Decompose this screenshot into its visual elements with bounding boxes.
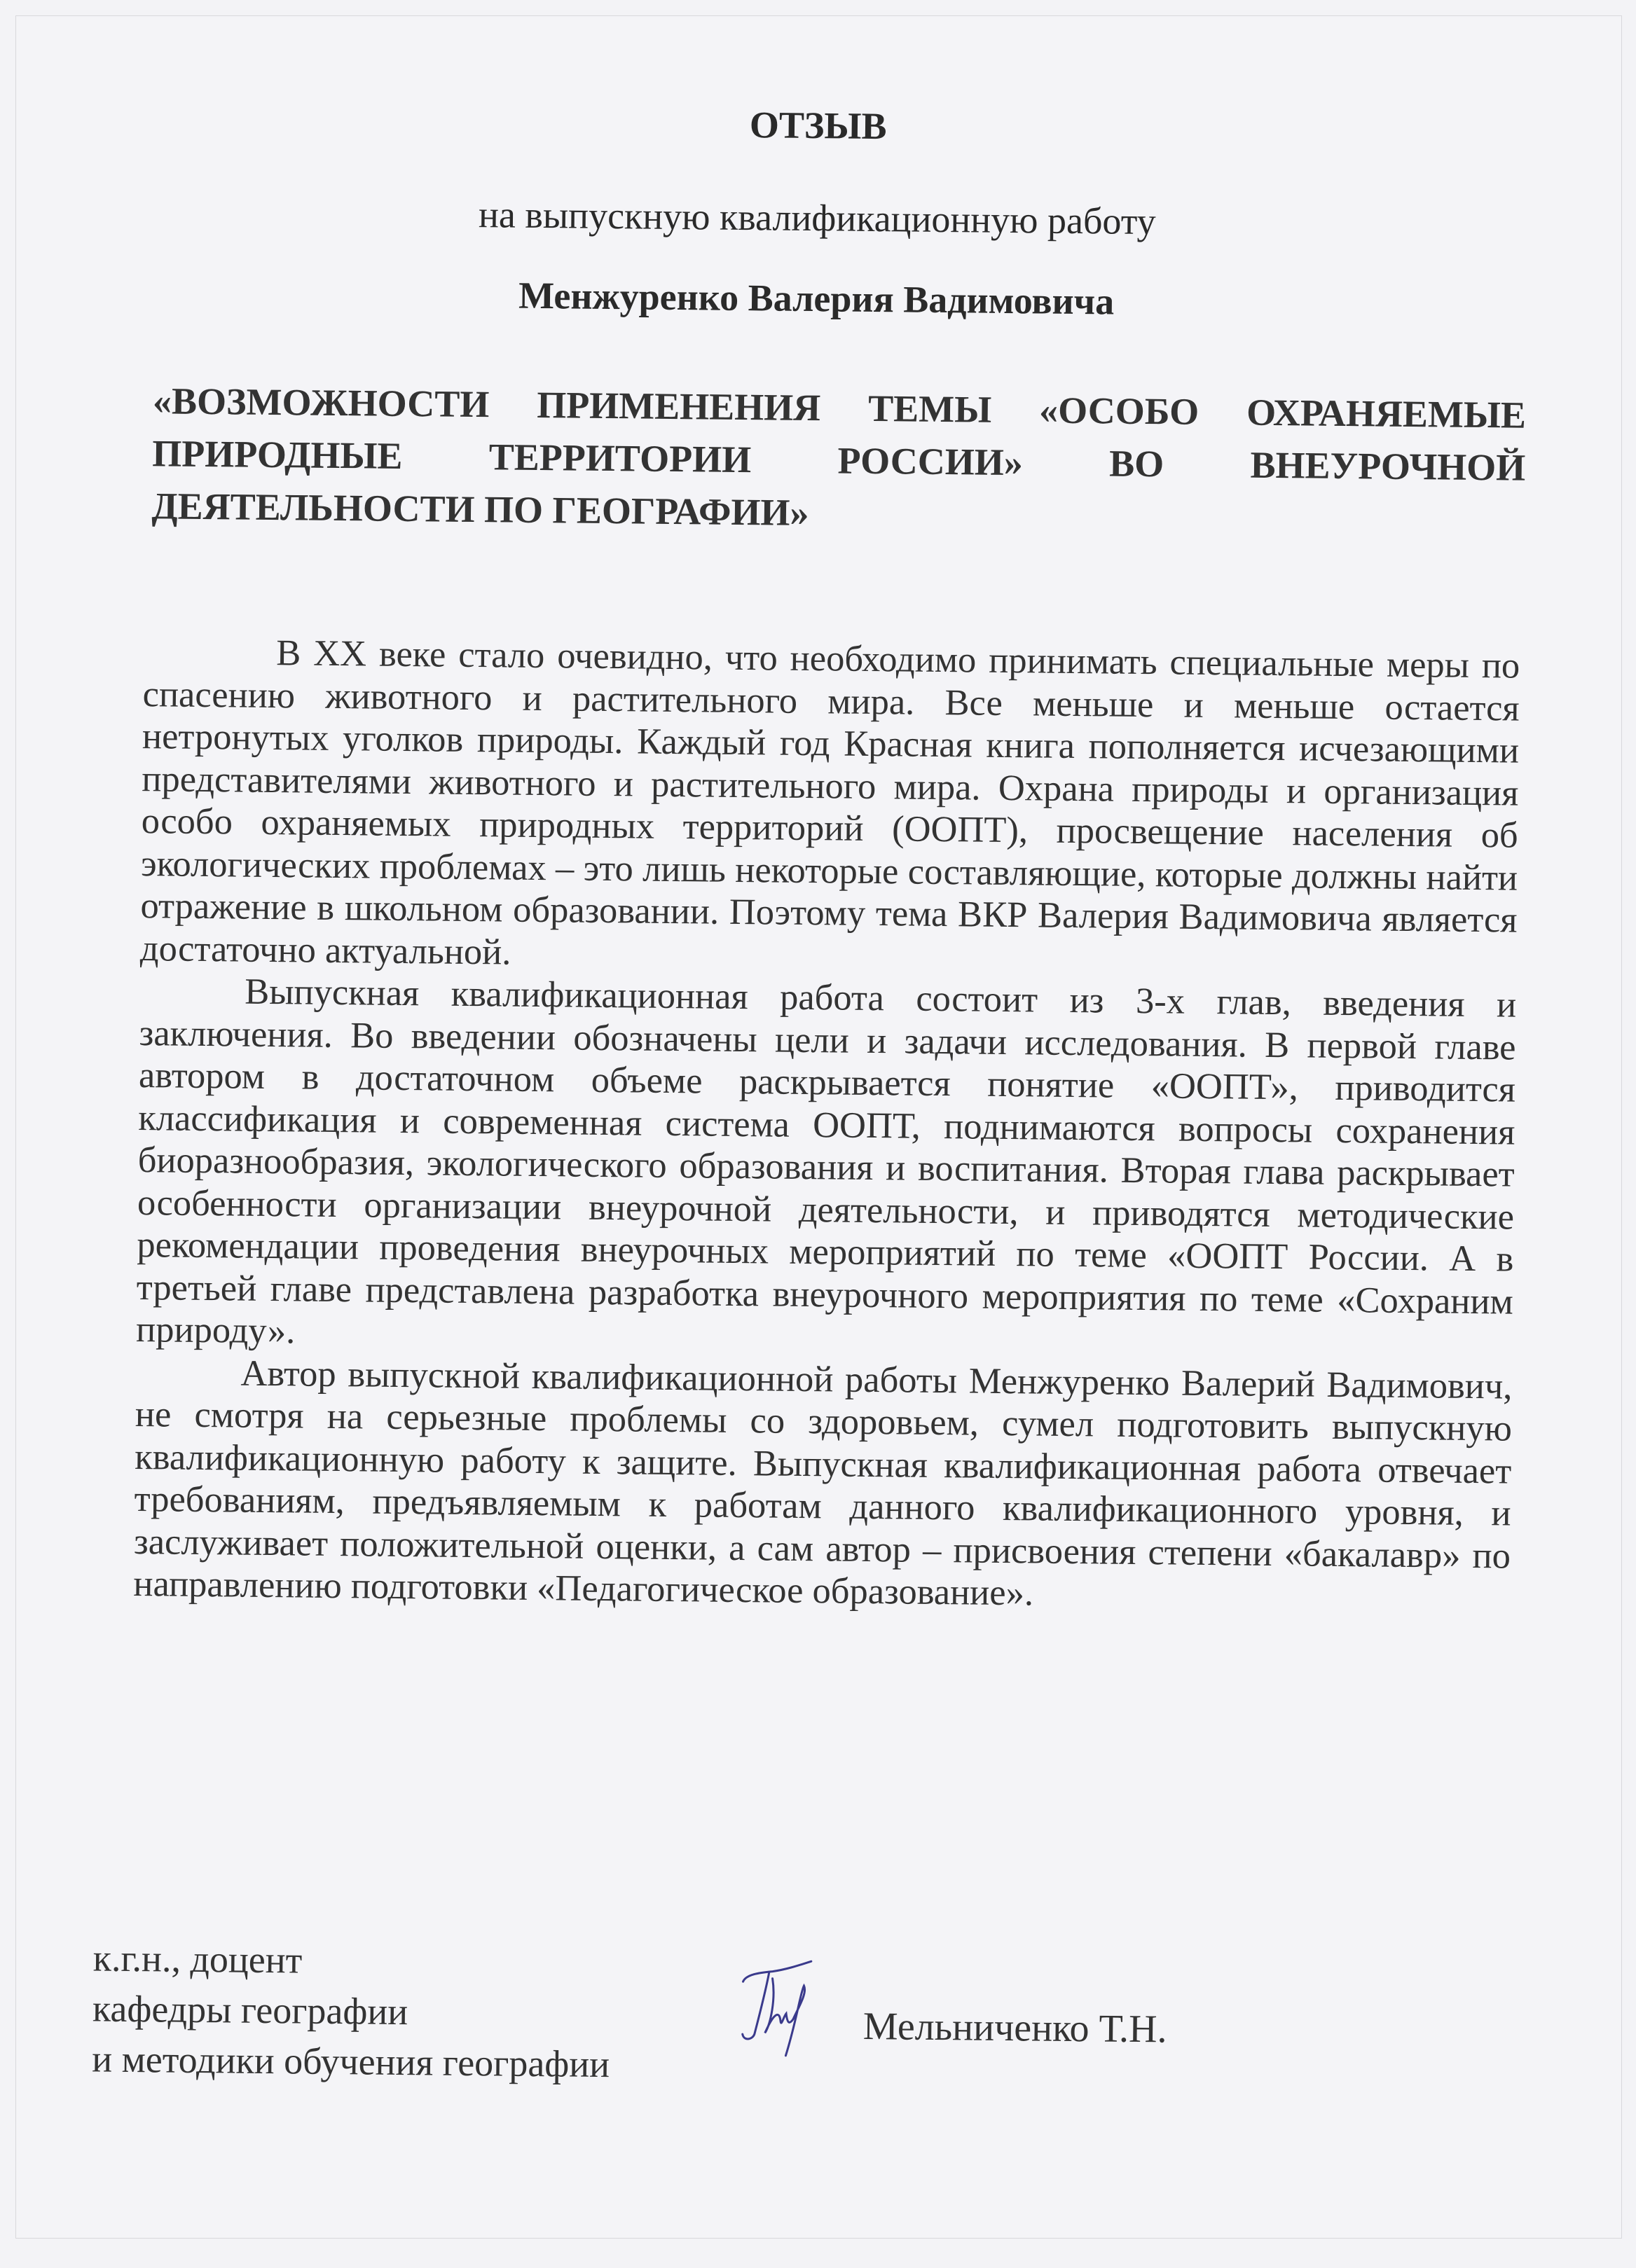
thesis-topic: «ВОЗМОЖНОСТИ ПРИМЕНЕНИЯ ТЕМЫ «ОСОБО ОХРАНЯЕМЫЕ ПРИРОДНЫЕ ТЕРРИТОРИИ РОССИИ» ВО ВНЕУРОЧНОЙ ДЕЯТЕЛЬНОСТИ ПО ГЕОГРАФИИ» [151, 380, 1527, 534]
position-line: кафедры географии [92, 1987, 408, 2033]
paragraph: Автор выпускной квалификационной работы Менжуренко Валерий Вадимович, не смотря на серьезные проблемы со здоровьем, сумел подготовить выпускную квалификационную работу к защите. Выпускная квалификационная работа отвечает требованиям, предъявляемым к работам данного квалификационного уровня, и заслуживает положительной оценки, а сам автор – присвоения степени «бакалавр» по направлению подготовки «Педагогическое образование». [133, 1353, 1513, 1614]
reviewer-position [92, 1932, 611, 2089]
reviewer-name: Мельниченко Т.Н. [862, 2004, 1167, 2052]
position-line: и методики обучения географии [91, 2038, 610, 2086]
student-name: Менжуренко Валерия Вадимовича [518, 274, 1115, 323]
document-title: ОТЗЫВ [749, 104, 887, 148]
handwritten-signature [736, 1957, 815, 2063]
review-body [133, 630, 1520, 1619]
paragraph: В XX веке стало очевидно, что необходимо принимать специальные меры по спасению животного и растительного мира. Все меньше и меньше остается нетронутых уголков природы. Каждый год Красная книга пополняется исчезающими представителями животного и растительного мира. Охрана природы и организация особо охраняемых природных территорий (ООПТ), просвещение населения об экологических проблемах – это лишь некоторые составляющие, которые должны найти отражение в школьном образовании. Поэтому тема ВКР Валерия Вадимовича является достаточно актуальной. [139, 632, 1520, 973]
paragraph: Выпускная квалификационная работа состоит из 3-х глав, введения и заключения. Во введении обозначены цели и задачи исследования. В первой главе автором в достаточном объеме раскрывается понятие «ООПТ», приводится классификация и современная система ООПТ, поднимаются вопросы сохранения биоразнообразия, экологического образования и воспитания. Вторая глава раскрывает особенности организации внеурочной деятельности, и приводятся методические рекомендации проведения внеурочных мероприятий по теме «ООПТ России. А в третьей главе представлена разработка внеурочного мероприятия по теме «Сохраним природу». [135, 971, 1517, 1352]
position-line: к.г.н., доцент [92, 1937, 303, 1982]
document-subtitle: на выпускную квалификационную работу [478, 193, 1156, 243]
